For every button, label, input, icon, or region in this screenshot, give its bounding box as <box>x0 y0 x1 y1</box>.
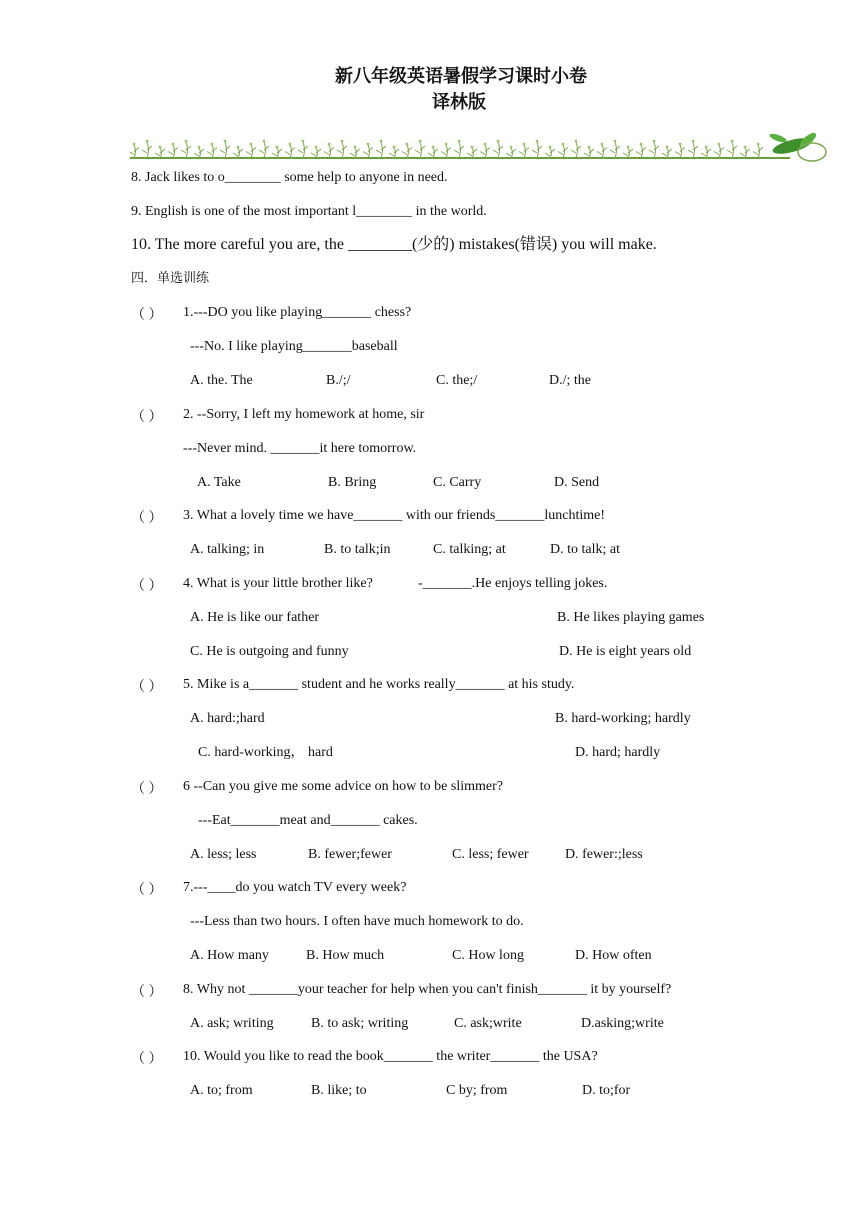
question-10-stem: 10. Would you like to read the book_______ the writer_______ the USA? <box>183 1049 598 1064</box>
question-2-stem: 2. --Sorry, I left my homework at home, sir <box>183 407 425 422</box>
question-1-option-b: B./;/ <box>326 373 351 388</box>
answer-bracket: （ ） <box>131 410 163 425</box>
question-10-option-a: A. to; from <box>190 1083 253 1098</box>
question-1-line2: ---No. I like playing_______baseball <box>190 339 398 354</box>
fill-in-item-10: 10. The more careful you are, the ________(少的) mistakes(错误) you will make. <box>131 236 657 253</box>
question-1-option-d: D./; the <box>549 373 591 388</box>
question-6-line2: ---Eat_______meat and_______ cakes. <box>198 813 418 828</box>
question-6-option-a: A. less; less <box>190 847 257 862</box>
question-8-option-a: A. ask; writing <box>190 1016 274 1031</box>
question-5-stem: 5. Mike is a_______ student and he works really_______ at his study. <box>183 677 575 692</box>
question-4-option-b: B. He likes playing games <box>557 610 705 625</box>
question-8-option-c: C. ask;write <box>454 1016 522 1031</box>
question-7-option-b: B. How much <box>306 948 385 963</box>
question-5-option-c: C. hard-working， hard <box>198 745 333 760</box>
answer-bracket: （ ） <box>131 680 163 695</box>
question-4-option-c: C. He is outgoing and funny <box>190 644 349 659</box>
question-2-line2: ---Never mind. _______it here tomorrow. <box>183 441 417 456</box>
question-8-option-d: D.asking;write <box>581 1016 664 1031</box>
question-5-option-d: D. hard; hardly <box>575 745 661 760</box>
question-2-option-c: C. Carry <box>433 475 482 490</box>
question-6-option-b: B. fewer;fewer <box>308 847 392 862</box>
question-4-stem: 4. What is your little brother like? <box>183 576 373 591</box>
question-4-option-a: A. He is like our father <box>190 610 320 625</box>
title-main: 新八年级英语暑假学习课时小卷 <box>335 66 587 87</box>
title-edition: 译林版 <box>432 92 486 113</box>
answer-bracket: （ ） <box>131 579 163 594</box>
answer-bracket: （ ） <box>131 883 163 898</box>
question-1-stem: 1.---DO you like playing_______ chess? <box>183 305 412 320</box>
answer-bracket: （ ） <box>131 1052 163 1067</box>
question-10-option-d: D. to;for <box>582 1083 631 1098</box>
question-10-option-b: B. like; to <box>311 1083 367 1098</box>
answer-bracket: （ ） <box>131 511 163 526</box>
leaf-logo-icon <box>769 131 826 161</box>
question-2-option-a: A. Take <box>197 475 241 490</box>
vine-divider-decoration <box>130 128 830 164</box>
question-1-option-a: A. the. The <box>190 373 253 388</box>
question-7-stem: 7.---____do you watch TV every week? <box>183 880 407 895</box>
question-5-option-a: A. hard:;hard <box>190 711 265 726</box>
question-4-option-d: D. He is eight years old <box>559 644 692 659</box>
question-1-option-c: C. the;/ <box>436 373 478 388</box>
question-3-option-d: D. to talk; at <box>550 542 620 557</box>
question-7-line2: ---Less than two hours. I often have much homework to do. <box>190 914 524 929</box>
answer-bracket: （ ） <box>131 782 163 797</box>
question-3-option-a: A. talking; in <box>190 542 265 557</box>
fill-in-item-9: 9. English is one of the most important l________ in the world. <box>131 204 487 219</box>
question-6-option-d: D. fewer:;less <box>565 847 643 862</box>
question-7-option-a: A. How many <box>190 948 269 963</box>
question-7-option-c: C. How long <box>452 948 524 963</box>
question-10-option-c: C by; from <box>446 1083 508 1098</box>
question-3-option-c: C. talking; at <box>433 542 506 557</box>
question-3-stem: 3. What a lovely time we have_______ with our friends_______lunchtime! <box>183 508 605 523</box>
question-8-option-b: B. to ask; writing <box>311 1016 409 1031</box>
question-6-stem: 6 --Can you give me some advice on how to be slimmer? <box>183 779 503 794</box>
question-8-stem: 8. Why not _______your teacher for help when you can't finish_______ it by yourself? <box>183 982 672 997</box>
fill-in-item-8: 8. Jack likes to o________ some help to anyone in need. <box>131 170 448 185</box>
answer-bracket: （ ） <box>131 308 163 323</box>
question-6-option-c: C. less; fewer <box>452 847 529 862</box>
answer-bracket: （ ） <box>131 985 163 1000</box>
question-3-option-b: B. to talk;in <box>324 542 391 557</box>
section-heading: 四．单选训练 <box>131 271 210 286</box>
question-4-stem-response: -_______.He enjoys telling jokes. <box>418 576 608 591</box>
question-2-option-b: B. Bring <box>328 475 377 490</box>
question-2-option-d: D. Send <box>554 475 600 490</box>
question-7-option-d: D. How often <box>575 948 652 963</box>
question-5-option-b: B. hard-working; hardly <box>555 711 691 726</box>
